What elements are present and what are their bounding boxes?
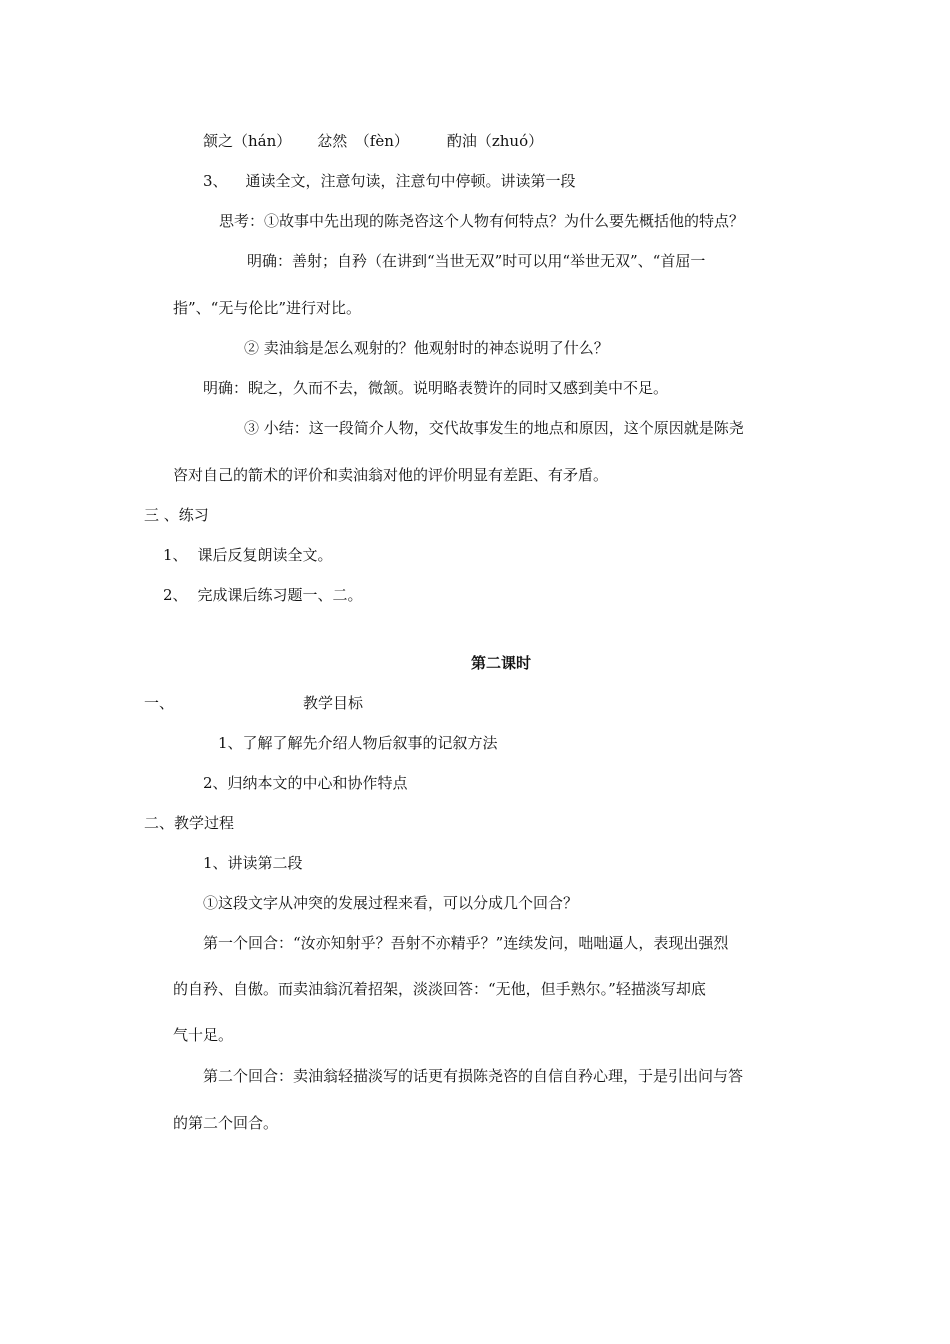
process-heading: 二、教学过程 bbox=[144, 814, 235, 832]
pinyin-item-zhuo: 酌油（zhuó） bbox=[446, 132, 544, 150]
step-1: 1、讲读第二段 bbox=[203, 854, 303, 872]
exercise-item-2-text: 完成课后练习题一、二。 bbox=[197, 586, 363, 604]
round-2-line-1: 第二个回合：卖油翁轻描淡写的话更有损陈尧咨的自信自矜心理，于是引出问与答 bbox=[203, 1067, 744, 1085]
pinyin-item-han: 颔之（hán） bbox=[203, 132, 292, 150]
think-question-1: 思考：①故事中先出现的陈尧咨这个人物有何特点？为什么要先概括他的特点？ bbox=[219, 212, 745, 230]
lesson-2-title: 第二课时 bbox=[471, 654, 532, 672]
pinyin-item-fen: 忿然 （fèn） bbox=[317, 132, 409, 150]
goals-heading-number: 一、 bbox=[144, 694, 175, 712]
question-2: ② 卖油翁是怎么观射的？他观射时的神态说明了什么？ bbox=[244, 339, 609, 357]
round-1-line-2: 的自矜、自傲。而卖油翁沉着招架，淡淡回答：“无他，但手熟尔。”轻描淡写却底 bbox=[173, 980, 706, 998]
goal-1: 1、了解了解先介绍人物后叙事的记叙方法 bbox=[218, 734, 498, 752]
goal-2: 2、归纳本文的中心和协作特点 bbox=[203, 774, 408, 792]
exercise-item-1-number: 1、 bbox=[163, 546, 188, 564]
summary-line-1: ③ 小结：这一段简介人物，交代故事发生的地点和原因，这个原因就是陈尧 bbox=[244, 419, 744, 437]
round-2-line-2: 的第二个回合。 bbox=[173, 1114, 279, 1132]
question-1: ①这段文字从冲突的发展过程来看，可以分成几个回合？ bbox=[203, 894, 579, 912]
exercise-item-1-text: 课后反复朗读全文。 bbox=[197, 546, 333, 564]
exercise-item-1 bbox=[163, 545, 333, 565]
exercise-item-2 bbox=[163, 585, 363, 605]
step-3-number: 3、 bbox=[203, 172, 228, 190]
clarify-1-line-2: 指”、“无与伦比”进行对比。 bbox=[173, 299, 362, 317]
round-1-line-3: 气十足。 bbox=[173, 1026, 234, 1044]
step-3 bbox=[203, 171, 576, 191]
goals-heading-text: 教学目标 bbox=[303, 694, 364, 712]
step-3-text: 通读全文，注意句读，注意句中停顿。讲读第一段 bbox=[245, 172, 576, 190]
round-1-line-1: 第一个回合：“汝亦知射乎？吾射不亦精乎？”连续发问，咄咄逼人，表现出强烈 bbox=[203, 934, 729, 952]
clarify-2: 明确：睨之，久而不去，微颔。说明略表赞许的同时又感到美中不足。 bbox=[203, 379, 669, 397]
exercise-heading: 三 、练习 bbox=[144, 506, 209, 524]
summary-line-2: 咨对自己的箭术的评价和卖油翁对他的评价明显有差距、有矛盾。 bbox=[173, 466, 609, 484]
clarify-1-line-1: 明确：善射；自矜（在讲到“当世无双”时可以用“举世无双”、“首屈一 bbox=[247, 252, 706, 270]
exercise-item-2-number: 2、 bbox=[163, 586, 188, 604]
pinyin-line bbox=[203, 131, 543, 151]
